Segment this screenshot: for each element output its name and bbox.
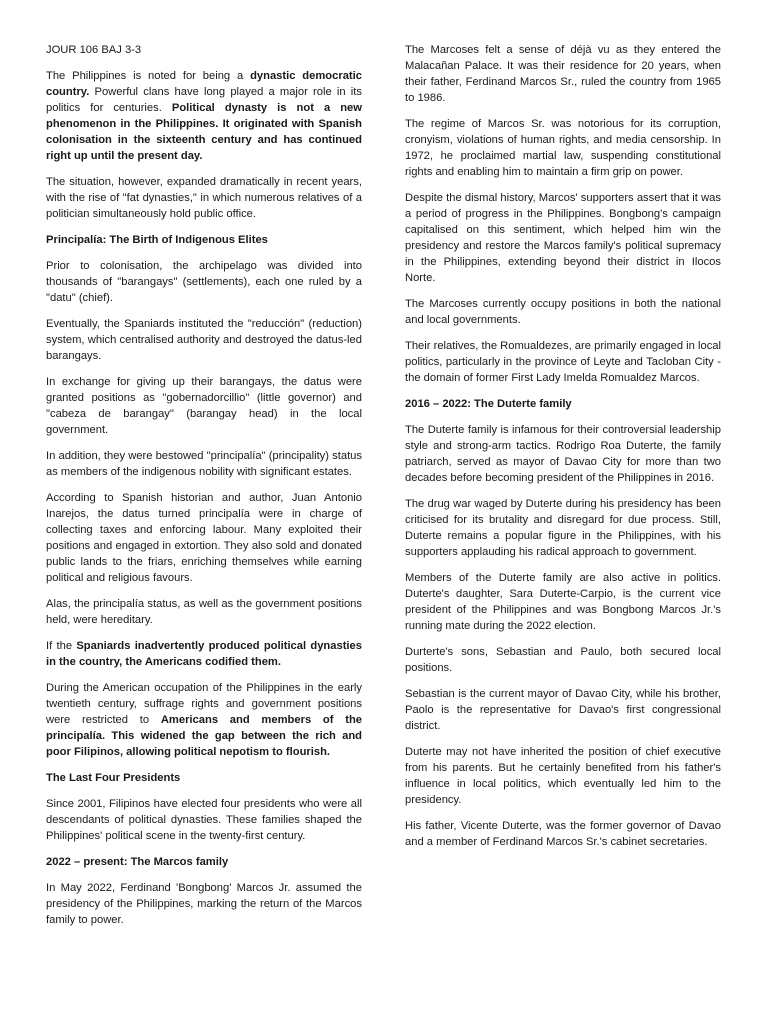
paragraph: The regime of Marcos Sr. was notorious for its corruption, cronyism, violations of human rights, and media censorship. In 1972, he proclaimed martial law, suspending constitutional rights and enabling him to maintain a firm grip on power. xyxy=(405,118,721,178)
paragraph: His father, Vicente Duterte, was the former governor of Davao and a member of Ferdinand Marcos Sr.'s cabinet secretaries. xyxy=(405,820,721,848)
paragraph: The Duterte family is infamous for their controversial leadership style and strong-arm tactics. Rodrigo Roa Duterte, the family patriarch, served as mayor of Davao City for more than two decades before becoming president of the Philippines in 2016. xyxy=(405,424,721,484)
section-heading: The Last Four Presidents xyxy=(46,772,181,784)
left-column xyxy=(46,42,362,938)
paragraph: The Marcoses felt a sense of déjà vu as they entered the Malacañan Palace. It was their residence for 20 years, when their father, Ferdinand Marcos Sr., ruled the country from 1965 to 1986. xyxy=(405,44,721,104)
text-run: Powerful clans have long played a major role in its politics for centuries. xyxy=(46,86,362,114)
bold-run: Political dynasty is not a new phenomenon in the Philippines. It originated with Spanish colonisation in the sixteenth century and has continued right up until the present day. xyxy=(46,102,362,162)
paragraph: In addition, they were bestowed "principalía" (principality) status as members of the indigenous nobility with significant estates. xyxy=(46,450,362,478)
text-run: The Philippines is noted for being a xyxy=(46,70,251,82)
paragraph xyxy=(46,680,362,760)
section-heading: 2016 – 2022: The Duterte family xyxy=(405,398,572,410)
paragraph: Duterte may not have inherited the position of chief executive from his parents. But he certainly benefited from his father's influence in local politics, which eventually led him to the presidency. xyxy=(405,746,721,806)
intro-paragraph xyxy=(46,68,362,164)
paragraph: Since 2001, Filipinos have elected four presidents who were all descendants of political dynasties. These families shaped the Philippines' political scene in the twenty-first century. xyxy=(46,798,362,842)
text-run: During the American occupation of the Philippines in the early twentieth century, suffrage rights and government positions were restricted to xyxy=(46,682,362,726)
paragraph: Members of the Duterte family are also active in politics. Duterte's daughter, Sara Duterte-Carpio, is the current vice president of the Philippines and was Bongbong Marcos Jr.'s running mate during the 2022 election. xyxy=(405,572,721,632)
section-heading: 2022 – present: The Marcos family xyxy=(46,856,229,868)
paragraph: In May 2022, Ferdinand 'Bongbong' Marcos Jr. assumed the presidency of the Philippines, marking the return of the Marcos family to power. xyxy=(46,882,362,926)
section-heading: Principalía: The Birth of Indigenous Elites xyxy=(46,234,268,246)
paragraph: According to Spanish historian and author, Juan Antonio Inarejos, the datus turned principalía were in charge of collecting taxes and enforcing labour. Many exploited their positions and engaged in extortion. They also sold and donated public lands to the friars, enriching themselves while earning political and religious favours. xyxy=(46,492,362,584)
paragraph: Durterte's sons, Sebastian and Paulo, both secured local positions. xyxy=(405,646,721,674)
paragraph: Prior to colonisation, the archipelago was divided into thousands of "barangays" (settlements), each one ruled by a "datu" (chief). xyxy=(46,260,362,304)
course-header: JOUR 106 BAJ 3-3 xyxy=(46,44,142,56)
text-run: If the xyxy=(46,640,77,652)
paragraph: Their relatives, the Romualdezes, are primarily engaged in local politics, particularly in the province of Leyte and Tacloban City - the domain of former First Lady Imelda Romualdez Marcos. xyxy=(405,340,721,384)
paragraph: Sebastian is the current mayor of Davao City, while his brother, Paolo is the representative for Davao's first congressional district. xyxy=(405,688,721,732)
bold-run: dynastic democratic country. xyxy=(46,70,362,98)
paragraph: Alas, the principalía status, as well as the government positions held, were hereditary. xyxy=(46,598,362,626)
paragraph: Despite the dismal history, Marcos' supporters assert that it was a period of progress in the Philippines. Bongbong's campaign capitalised on this sentiment, which helped him win the presidency and restore the Marcos family's political supremacy in the Philippines, extending beyond their district in Ilocos Norte. xyxy=(405,192,721,284)
paragraph: In exchange for giving up their barangays, the datus were granted positions as "gobernadorcillio" (little governor) and "cabeza de barangay" (barangay head) in the local government. xyxy=(46,376,362,436)
bold-run: Americans and members of the principalía. This widened the gap between the rich and poor Filipinos, allowing political nepotism to flourish. xyxy=(46,714,362,758)
paragraph: Eventually, the Spaniards instituted the "reducción" (reduction) system, which centralised authority and destroyed the datus-led barangays. xyxy=(46,318,362,362)
bold-run: Spaniards inadvertently produced political dynasties in the country, the Americans codified them. xyxy=(46,640,362,668)
paragraph: The drug war waged by Duterte during his presidency has been criticised for its brutality and disregard for due process. Still, Duterte remains a popular figure in the Philippines, with his supporters applauding his radical approach to government. xyxy=(405,498,721,558)
paragraph: The situation, however, expanded dramatically in recent years, with the rise of "fat dynasties," in which numerous relatives of a politician simultaneously hold public office. xyxy=(46,176,362,220)
paragraph: The Marcoses currently occupy positions in both the national and local governments. xyxy=(405,298,721,326)
paragraph xyxy=(46,638,362,670)
right-column xyxy=(405,42,721,860)
